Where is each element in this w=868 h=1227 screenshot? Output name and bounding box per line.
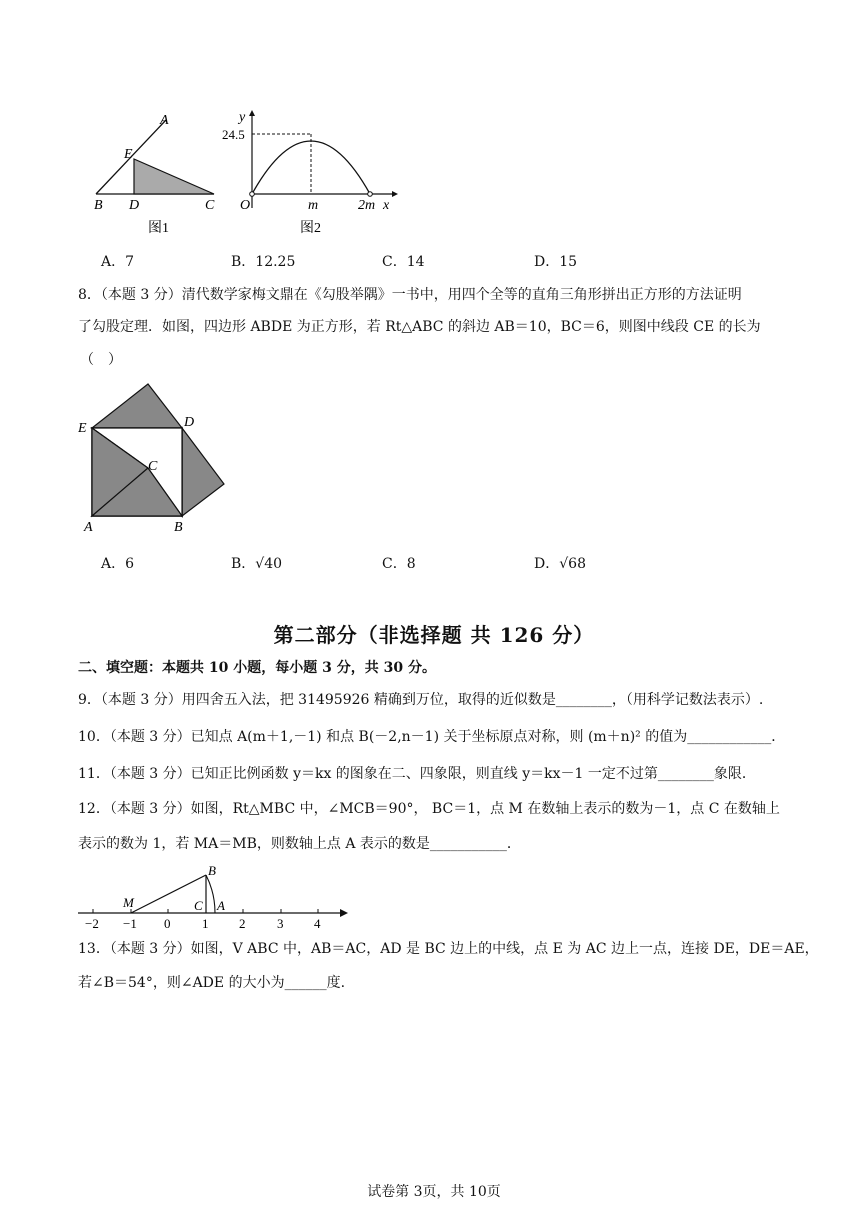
option-letter: C． (382, 556, 407, 572)
option-letter: B． (231, 556, 256, 572)
q13-stem-line1: 13．（本题 3 分）如图，V ABC 中，AB＝AC，AD 是 BC 边上的中线，点 E 为 AC 边上一点，连接 DE，DE＝AE， (78, 941, 819, 957)
q8-option-c (382, 553, 416, 573)
label-24-5: 24.5 (222, 127, 245, 142)
option-value: √68 (559, 556, 586, 572)
q9-stem: 9．（本题 3 分）用四舍五入法，把 31495926 精确到万位，取得的近似数是________，（用科学记数法表示）. (78, 692, 764, 708)
option-value: 12.25 (255, 254, 296, 270)
option-value: 6 (125, 556, 135, 572)
label-y: y (239, 110, 246, 125)
label-C: C (148, 459, 158, 474)
page-footer: 试卷第 3页，共 10页 (367, 1184, 501, 1200)
label-B: B (208, 863, 216, 878)
tick-label: 4 (314, 916, 321, 931)
label-m: m (308, 198, 319, 213)
q7-option-c (382, 251, 425, 271)
q8-answer-paren: （ ） (80, 352, 122, 368)
option-value: √40 (255, 556, 283, 572)
q8-option-b (231, 553, 282, 573)
label-C: C (205, 198, 215, 213)
fig1-caption: 图1 (148, 221, 169, 236)
option-value: 8 (406, 556, 416, 572)
part2-heading: 二、填空题：本题共 10 小题，每小题 3 分，共 30 分。 (78, 660, 436, 676)
tick-label: 1 (202, 916, 209, 931)
label-C: C (194, 898, 203, 913)
tick-label: −1 (123, 916, 137, 931)
q8-option-a (101, 553, 134, 573)
label-2m: 2m (358, 198, 376, 213)
q7-option-a (101, 251, 134, 271)
q7-figure-2 (222, 108, 402, 240)
label-A: A (84, 520, 93, 535)
q12-stem-line1: 12．（本题 3 分）如图，Rt△MBC 中，∠MCB＝90°， BC＝1，点 M 在数轴上表示的数为－1，点 C 在数轴上 (78, 801, 780, 817)
q8-stem-line2: 了勾股定理．如图，四边形 ABDE 为正方形，若 Rt△ABC 的斜边 AB＝10，BC＝6，则图中线段 CE 的长为 (78, 319, 761, 335)
q8-figure (78, 380, 234, 536)
option-letter: C． (382, 254, 407, 270)
q8-option-d (534, 553, 586, 573)
option-letter: B． (231, 254, 256, 270)
q7-option-d (534, 251, 577, 271)
label-D: D (184, 415, 195, 430)
tick-label: 2 (239, 916, 246, 931)
q10-stem: 10．（本题 3 分）已知点 A(m＋1,－1) 和点 B(－2,n－1) 关于坐标原点对称，则 (m＋n)² 的值为____________． (78, 729, 786, 745)
option-value: 7 (125, 254, 135, 270)
option-letter: A． (101, 254, 126, 270)
label-D: D (129, 198, 140, 213)
label-O: O (240, 198, 251, 213)
q12-number-line-figure (76, 858, 356, 932)
label-A: A (217, 898, 225, 913)
option-value: 14 (406, 254, 425, 270)
q12-stem-line2: 表示的数为 1，若 MA＝MB，则数轴上点 A 表示的数是___________． (78, 836, 521, 852)
tick-label: 0 (164, 916, 171, 931)
label-B: B (174, 520, 183, 535)
q13-stem-line2: 若∠B＝54°，则∠ADE 的大小为______度. (78, 975, 346, 991)
q8-stem-line1: 8．（本题 3 分）清代数学家梅文鼎在《勾股举隅》一书中，用四个全等的直角三角形拼出正方形的方法证明 (78, 287, 742, 303)
label-E: E (78, 421, 87, 436)
option-letter: D． (534, 556, 560, 572)
option-letter: A． (101, 556, 126, 572)
q11-stem: 11．（本题 3 分）已知正比例函数 y＝kx 的图象在二、四象限，则直线 y＝kx－1 一定不过第________象限． (78, 766, 756, 782)
tick-label: −2 (85, 916, 99, 931)
tick-label: 3 (277, 916, 284, 931)
part2-title: 第二部分（非选择题 共 126 分） (273, 623, 595, 647)
label-A: A (160, 113, 169, 128)
q7-option-b (231, 251, 295, 271)
fig2-caption: 图2 (300, 221, 321, 236)
label-x: x (383, 198, 390, 213)
label-M: M (123, 895, 134, 910)
option-letter: D． (534, 254, 560, 270)
q7-figure-1 (88, 108, 228, 240)
label-B: B (94, 198, 103, 213)
option-value: 15 (559, 254, 578, 270)
label-E: E (124, 147, 133, 162)
